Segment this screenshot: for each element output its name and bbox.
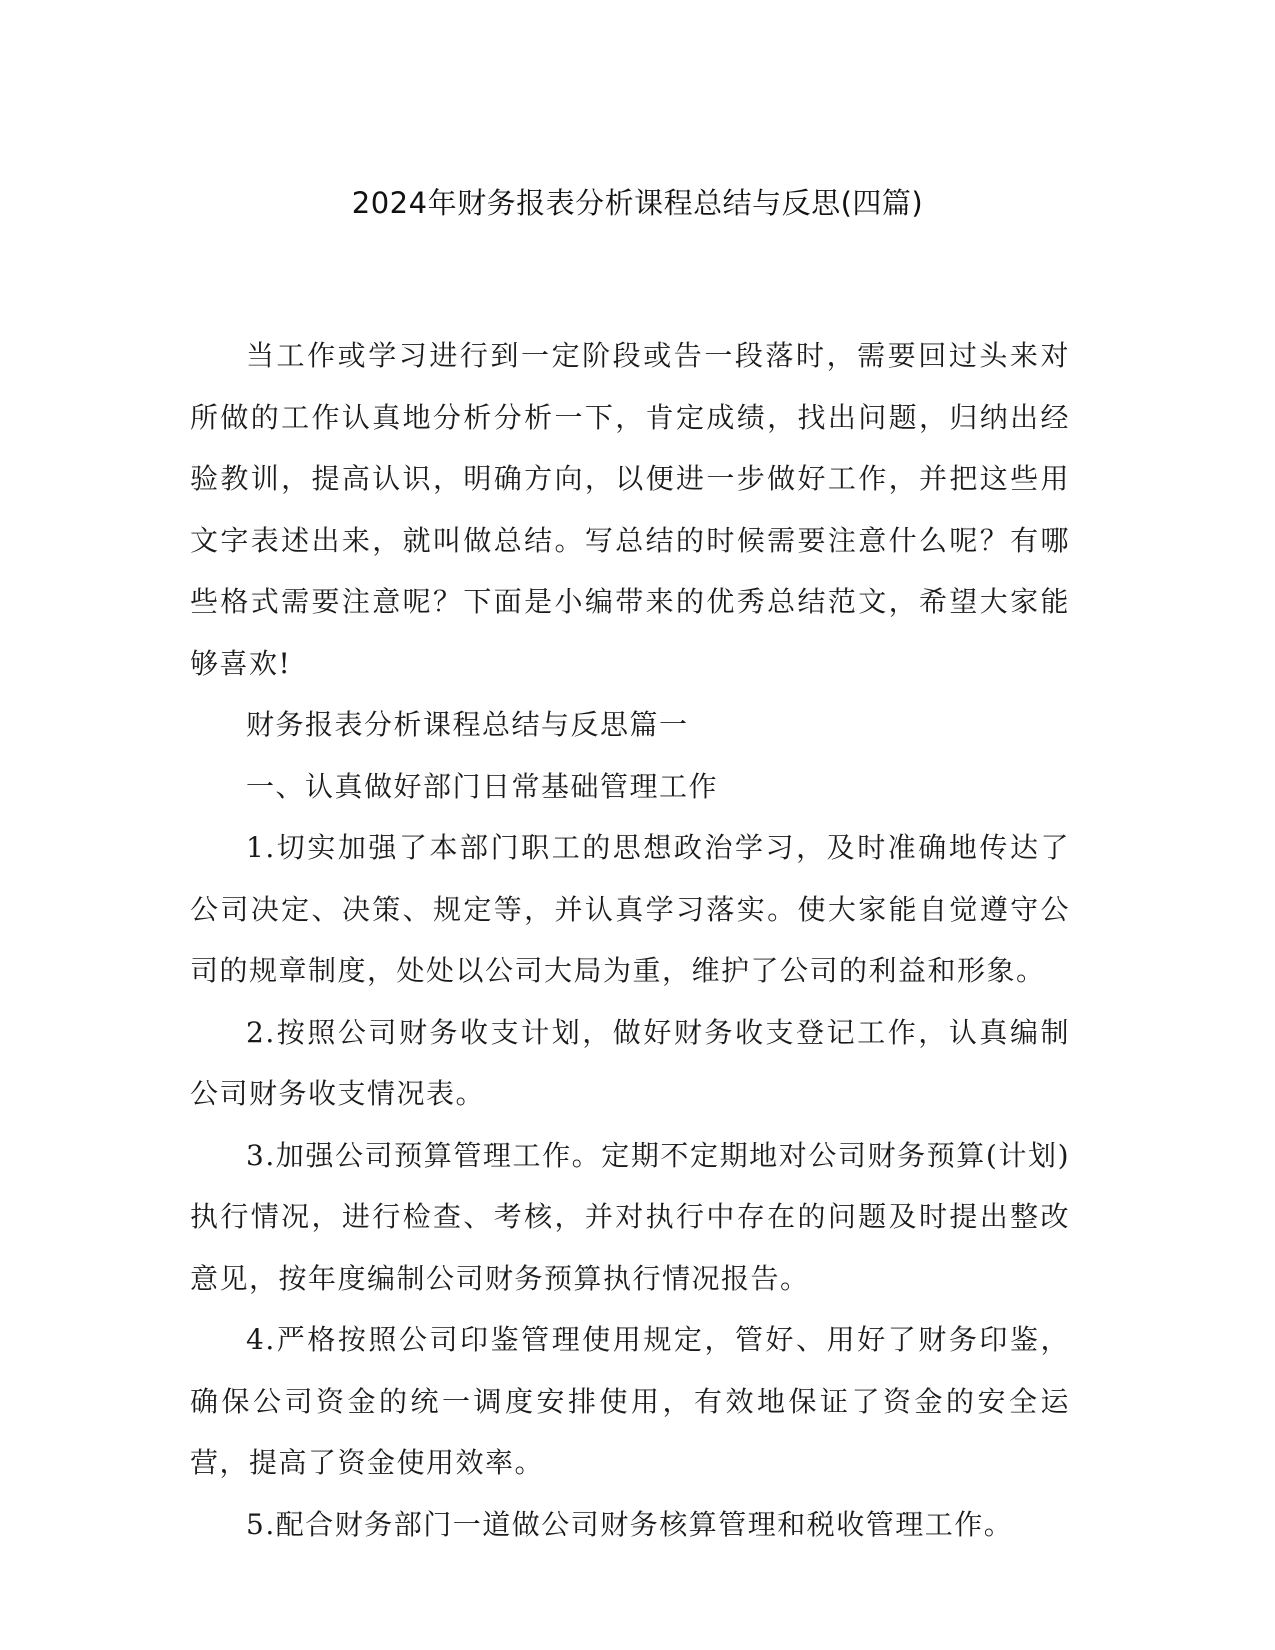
list-item-2: 2.按照公司财务收支计划，做好财务收支登记工作，认真编制公司财务收支情况表。 — [190, 1015, 1070, 1110]
section-heading: 财务报表分析课程总结与反思篇一 — [246, 708, 689, 741]
list-item-4: 4.严格按照公司印鉴管理使用规定，管好、用好了财务印鉴，确保公司资金的统一调度安排使用，有效地保证了资金的安全运营，提高了资金使用效率。 — [190, 1323, 1070, 1479]
list-item-3: 3.加强公司预算管理工作。定期不定期地对公司财务预算(计划)执行情况，进行检查、考核，并对执行中存在的问题及时提出整改意见，按年度编制公司财务预算执行情况报告。 — [190, 1138, 1070, 1295]
document-body — [190, 325, 1070, 1555]
subsection-heading: 一、认真做好部门日常基础管理工作 — [246, 769, 719, 803]
document-title: 2024年财务报表分析课程总结与反思(四篇) — [351, 186, 924, 220]
list-item-1: 1.切实加强了本部门职工的思想政治学习，及时准确地传达了公司决定、决策、规定等，并认真学习落实。使大家能自觉遵守公司的规章制度，处处以公司大局为重，维护了公司的利益和形象。 — [190, 831, 1070, 987]
list-item-5: 5.配合财务部门一道做公司财务核算管理和税收管理工作。 — [246, 1507, 1014, 1541]
intro-paragraph: 当工作或学习进行到一定阶段或告一段落时，需要回过头来对所做的工作认真地分析分析一下，肯定成绩，找出问题，归纳出经验教训，提高认识，明确方向，以便进一步做好工作，并把这些用文字表述出来，就叫做总结。写总结的时候需要注意什么呢？有哪些格式需要注意呢？下面是小编带来的优秀总结范文，希望大家能够喜欢! — [190, 339, 1070, 680]
